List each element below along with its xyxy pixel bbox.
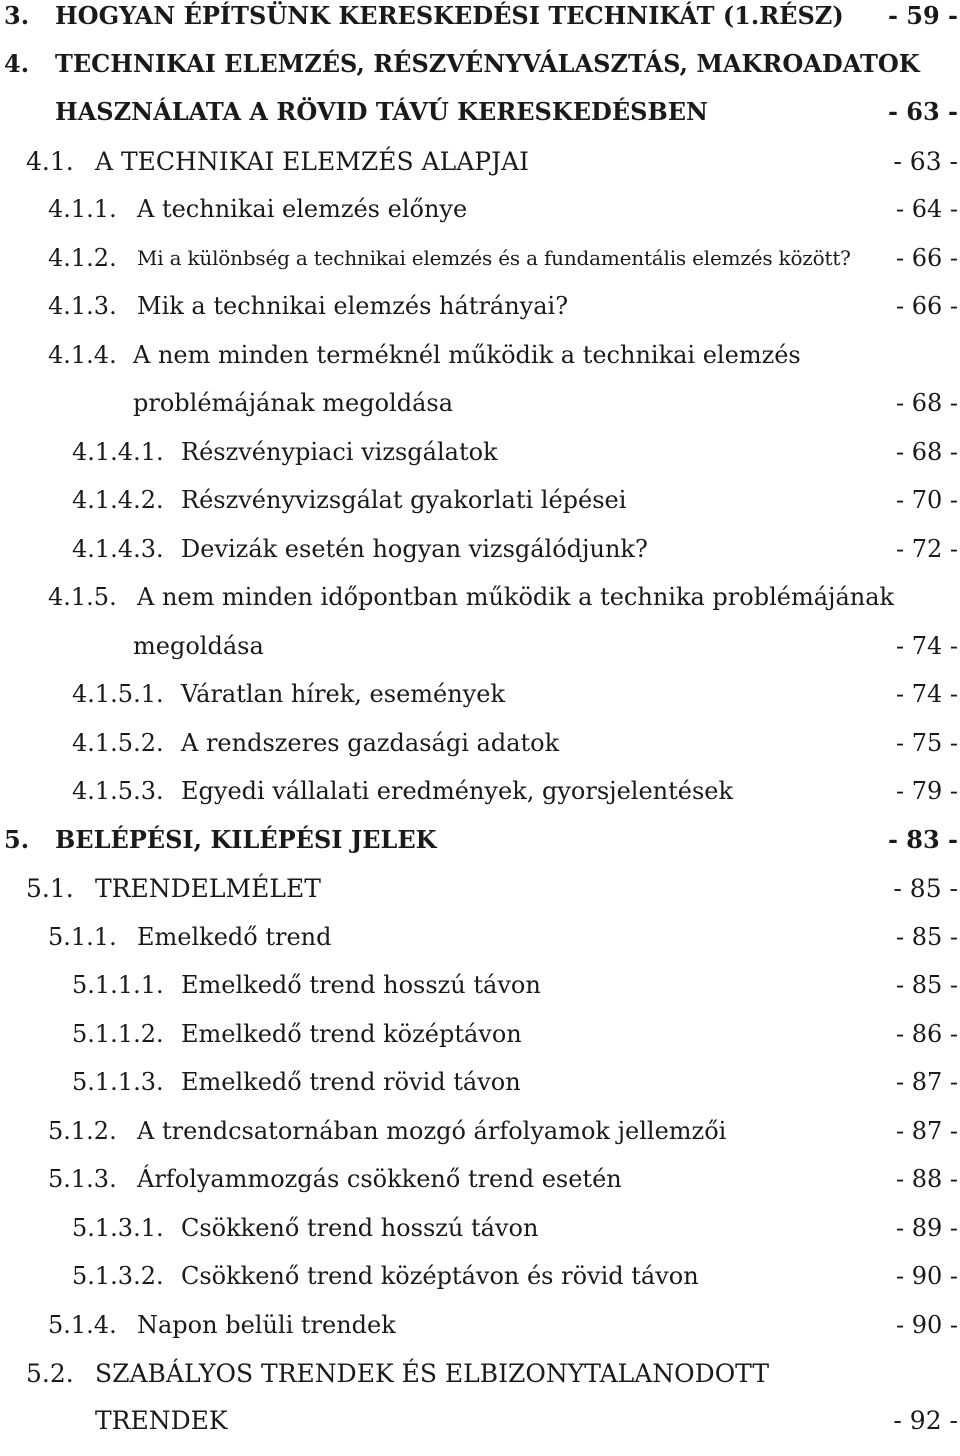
toc-entry-title: Emelkedő trend: [137, 923, 332, 951]
toc-entry-number: 4.: [4, 49, 30, 78]
toc-entry-page: - 87 -: [895, 1068, 958, 1096]
toc-entry[interactable]: [0, 149, 960, 197]
toc-entry-page: - 90 -: [895, 1262, 958, 1290]
toc-entry-title: A trendcsatornában mozgó árfolyamok jellemzői: [137, 1117, 727, 1145]
toc-entry-number: 4.1.: [26, 147, 74, 176]
toc-entry[interactable]: [0, 343, 960, 391]
toc-entry-page: - 74 -: [895, 632, 958, 660]
toc-entry-title: Mi a különbség a technikai elemzés és a fundamentális elemzés között?: [137, 246, 851, 270]
toc-entry-page: - 68 -: [895, 389, 958, 417]
toc-entry-page: - 87 -: [895, 1117, 958, 1145]
toc-entry-title: A nem minden terméknél működik a technikai elemzés: [133, 341, 801, 369]
toc-entry-title: Váratlan hírek, események: [181, 680, 505, 708]
toc-entry-title: BELÉPÉSI, KILÉPÉSI JELEK: [55, 825, 437, 854]
toc-entry-title: A nem minden időpontban működik a technika problémájának: [137, 583, 895, 611]
toc-entry-number: 5.1.3.1.: [72, 1214, 164, 1242]
toc-entry-page: - 83 -: [887, 825, 958, 854]
toc-entry-title: problémájának megoldása: [133, 389, 454, 417]
toc-entry-page: - 92 -: [893, 1406, 958, 1435]
toc-entry-number: 4.1.2.: [48, 244, 117, 272]
toc-entry[interactable]: [0, 973, 960, 1021]
toc-entry-page: - 59 -: [887, 1, 958, 30]
toc-entry-page: - 74 -: [895, 680, 958, 708]
toc-entry-number: 5.1.: [26, 874, 74, 903]
toc-entry-title: Emelkedő trend rövid távon: [181, 1068, 521, 1096]
toc-entry-title: megoldása: [133, 632, 264, 660]
toc-entry-title: Csökkenő trend középtávon és rövid távon: [181, 1262, 699, 1290]
toc-entry[interactable]: [0, 876, 960, 924]
toc-entry[interactable]: [0, 731, 960, 779]
toc-entry-continuation[interactable]: [0, 1408, 960, 1456]
toc-entry-number: 5.1.3.: [48, 1165, 117, 1193]
toc-entry-number: 4.1.5.: [48, 583, 117, 611]
toc-entry-page: - 70 -: [895, 486, 958, 514]
toc-entry[interactable]: [0, 49, 960, 100]
toc-entry[interactable]: [0, 488, 960, 536]
toc-entry-number: 4.1.3.: [48, 292, 117, 320]
toc-entry-continuation[interactable]: [0, 391, 960, 439]
toc-entry[interactable]: [0, 197, 960, 245]
toc-entry-page: - 63 -: [887, 97, 958, 126]
toc-entry[interactable]: [0, 682, 960, 730]
toc-entry-number: 5.1.1.1.: [72, 971, 164, 999]
toc-entry-page: - 86 -: [895, 1020, 958, 1048]
toc-entry-page: - 85 -: [895, 923, 958, 951]
toc-entry[interactable]: [0, 440, 960, 488]
toc-entry-number: 5.1.1.2.: [72, 1020, 164, 1048]
toc-entry-page: - 63 -: [893, 147, 958, 176]
toc-entry[interactable]: [0, 1216, 960, 1264]
toc-entry-page: - 89 -: [895, 1214, 958, 1242]
toc-entry-page: - 79 -: [895, 777, 958, 805]
toc-entry[interactable]: [0, 925, 960, 973]
toc-entry-number: 5.1.1.3.: [72, 1068, 164, 1096]
toc-entry[interactable]: [0, 1070, 960, 1118]
toc-entry-title: A TECHNIKAI ELEMZÉS ALAPJAI: [95, 147, 530, 176]
toc-entry-number: 3.: [4, 1, 30, 30]
toc-entry-page: - 66 -: [895, 244, 958, 272]
toc-entry-number: 4.1.4.3.: [72, 535, 164, 563]
toc-entry[interactable]: [0, 1119, 960, 1167]
toc-entry-number: 5.1.4.: [48, 1311, 117, 1339]
toc-entry-title: Napon belüli trendek: [137, 1311, 396, 1339]
toc-entry-title: HOGYAN ÉPÍTSÜNK KERESKEDÉSI TECHNIKÁT (1.RÉSZ): [55, 1, 844, 30]
toc-entry-number: 5.1.1.: [48, 923, 117, 951]
toc-entry[interactable]: [0, 1, 960, 52]
toc-entry-page: - 64 -: [895, 195, 958, 223]
toc-entry-page: - 90 -: [895, 1311, 958, 1339]
toc-entry[interactable]: [0, 537, 960, 585]
toc-entry-page: - 66 -: [895, 292, 958, 320]
toc-entry-number: 4.1.5.3.: [72, 777, 164, 805]
toc-entry-number: 4.1.1.: [48, 195, 117, 223]
toc-entry-page: - 75 -: [895, 729, 958, 757]
toc-entry-title: Devizák esetén hogyan vizsgálódjunk?: [181, 535, 648, 563]
toc-entry-number: 4.1.4.1.: [72, 438, 164, 466]
toc-entry-title: A rendszeres gazdasági adatok: [181, 729, 560, 757]
toc-entry-title: Emelkedő trend középtávon: [181, 1020, 522, 1048]
toc-entry[interactable]: [0, 585, 960, 633]
toc-entry-title: TECHNIKAI ELEMZÉS, RÉSZVÉNYVÁLASZTÁS, MAKROADATOK: [55, 49, 920, 78]
toc-entry[interactable]: [0, 825, 960, 876]
toc-entry[interactable]: [0, 1022, 960, 1070]
toc-entry-title: Mik a technikai elemzés hátrányai?: [137, 292, 569, 320]
toc-entry[interactable]: [0, 779, 960, 827]
toc-entry-number: 5.1.2.: [48, 1117, 117, 1145]
toc-entry-page: - 72 -: [895, 535, 958, 563]
toc-entry-title: TRENDEK: [95, 1406, 228, 1435]
toc-entry-title: TRENDELMÉLET: [95, 874, 321, 903]
toc-entry-page: - 85 -: [895, 971, 958, 999]
toc-entry[interactable]: [0, 246, 960, 294]
toc-entry[interactable]: [0, 294, 960, 342]
toc-entry-number: 5.: [4, 825, 30, 854]
toc-entry-title: HASZNÁLATA A RÖVID TÁVÚ KERESKEDÉSBEN: [55, 97, 708, 126]
toc-entry-title: Emelkedő trend hosszú távon: [181, 971, 541, 999]
toc-entry[interactable]: [0, 1313, 960, 1361]
toc-entry-page: - 68 -: [895, 438, 958, 466]
toc-entry-title: Egyedi vállalati eredmények, gyorsjelentések: [181, 777, 734, 805]
toc-entry-page: - 85 -: [893, 874, 958, 903]
toc-entry-number: 4.1.4.2.: [72, 486, 164, 514]
toc-entry-number: 5.1.3.2.: [72, 1262, 164, 1290]
toc-entry-number: 4.1.4.: [48, 341, 117, 369]
toc-entry-title: Árfolyammozgás csökkenő trend esetén: [137, 1165, 622, 1193]
toc-entry-number: 4.1.5.2.: [72, 729, 164, 757]
toc-entry[interactable]: [0, 1361, 960, 1409]
toc-entry-page: - 88 -: [895, 1165, 958, 1193]
toc-entry[interactable]: [0, 1167, 960, 1215]
toc-entry-title: Részvénypiaci vizsgálatok: [181, 438, 498, 466]
toc-entry-title: Csökkenő trend hosszú távon: [181, 1214, 539, 1242]
toc-entry[interactable]: [0, 1264, 960, 1312]
toc-entry-continuation[interactable]: [0, 97, 960, 148]
toc-entry-title: SZABÁLYOS TRENDEK ÉS ELBIZONYTALANODOTT: [95, 1359, 769, 1388]
toc-entry-continuation[interactable]: [0, 634, 960, 682]
toc-entry-number: 5.2.: [26, 1359, 74, 1388]
toc-entry-number: 4.1.5.1.: [72, 680, 164, 708]
toc-entry-title: Részvényvizsgálat gyakorlati lépései: [181, 486, 627, 514]
toc-entry-title: A technikai elemzés előnye: [137, 195, 468, 223]
